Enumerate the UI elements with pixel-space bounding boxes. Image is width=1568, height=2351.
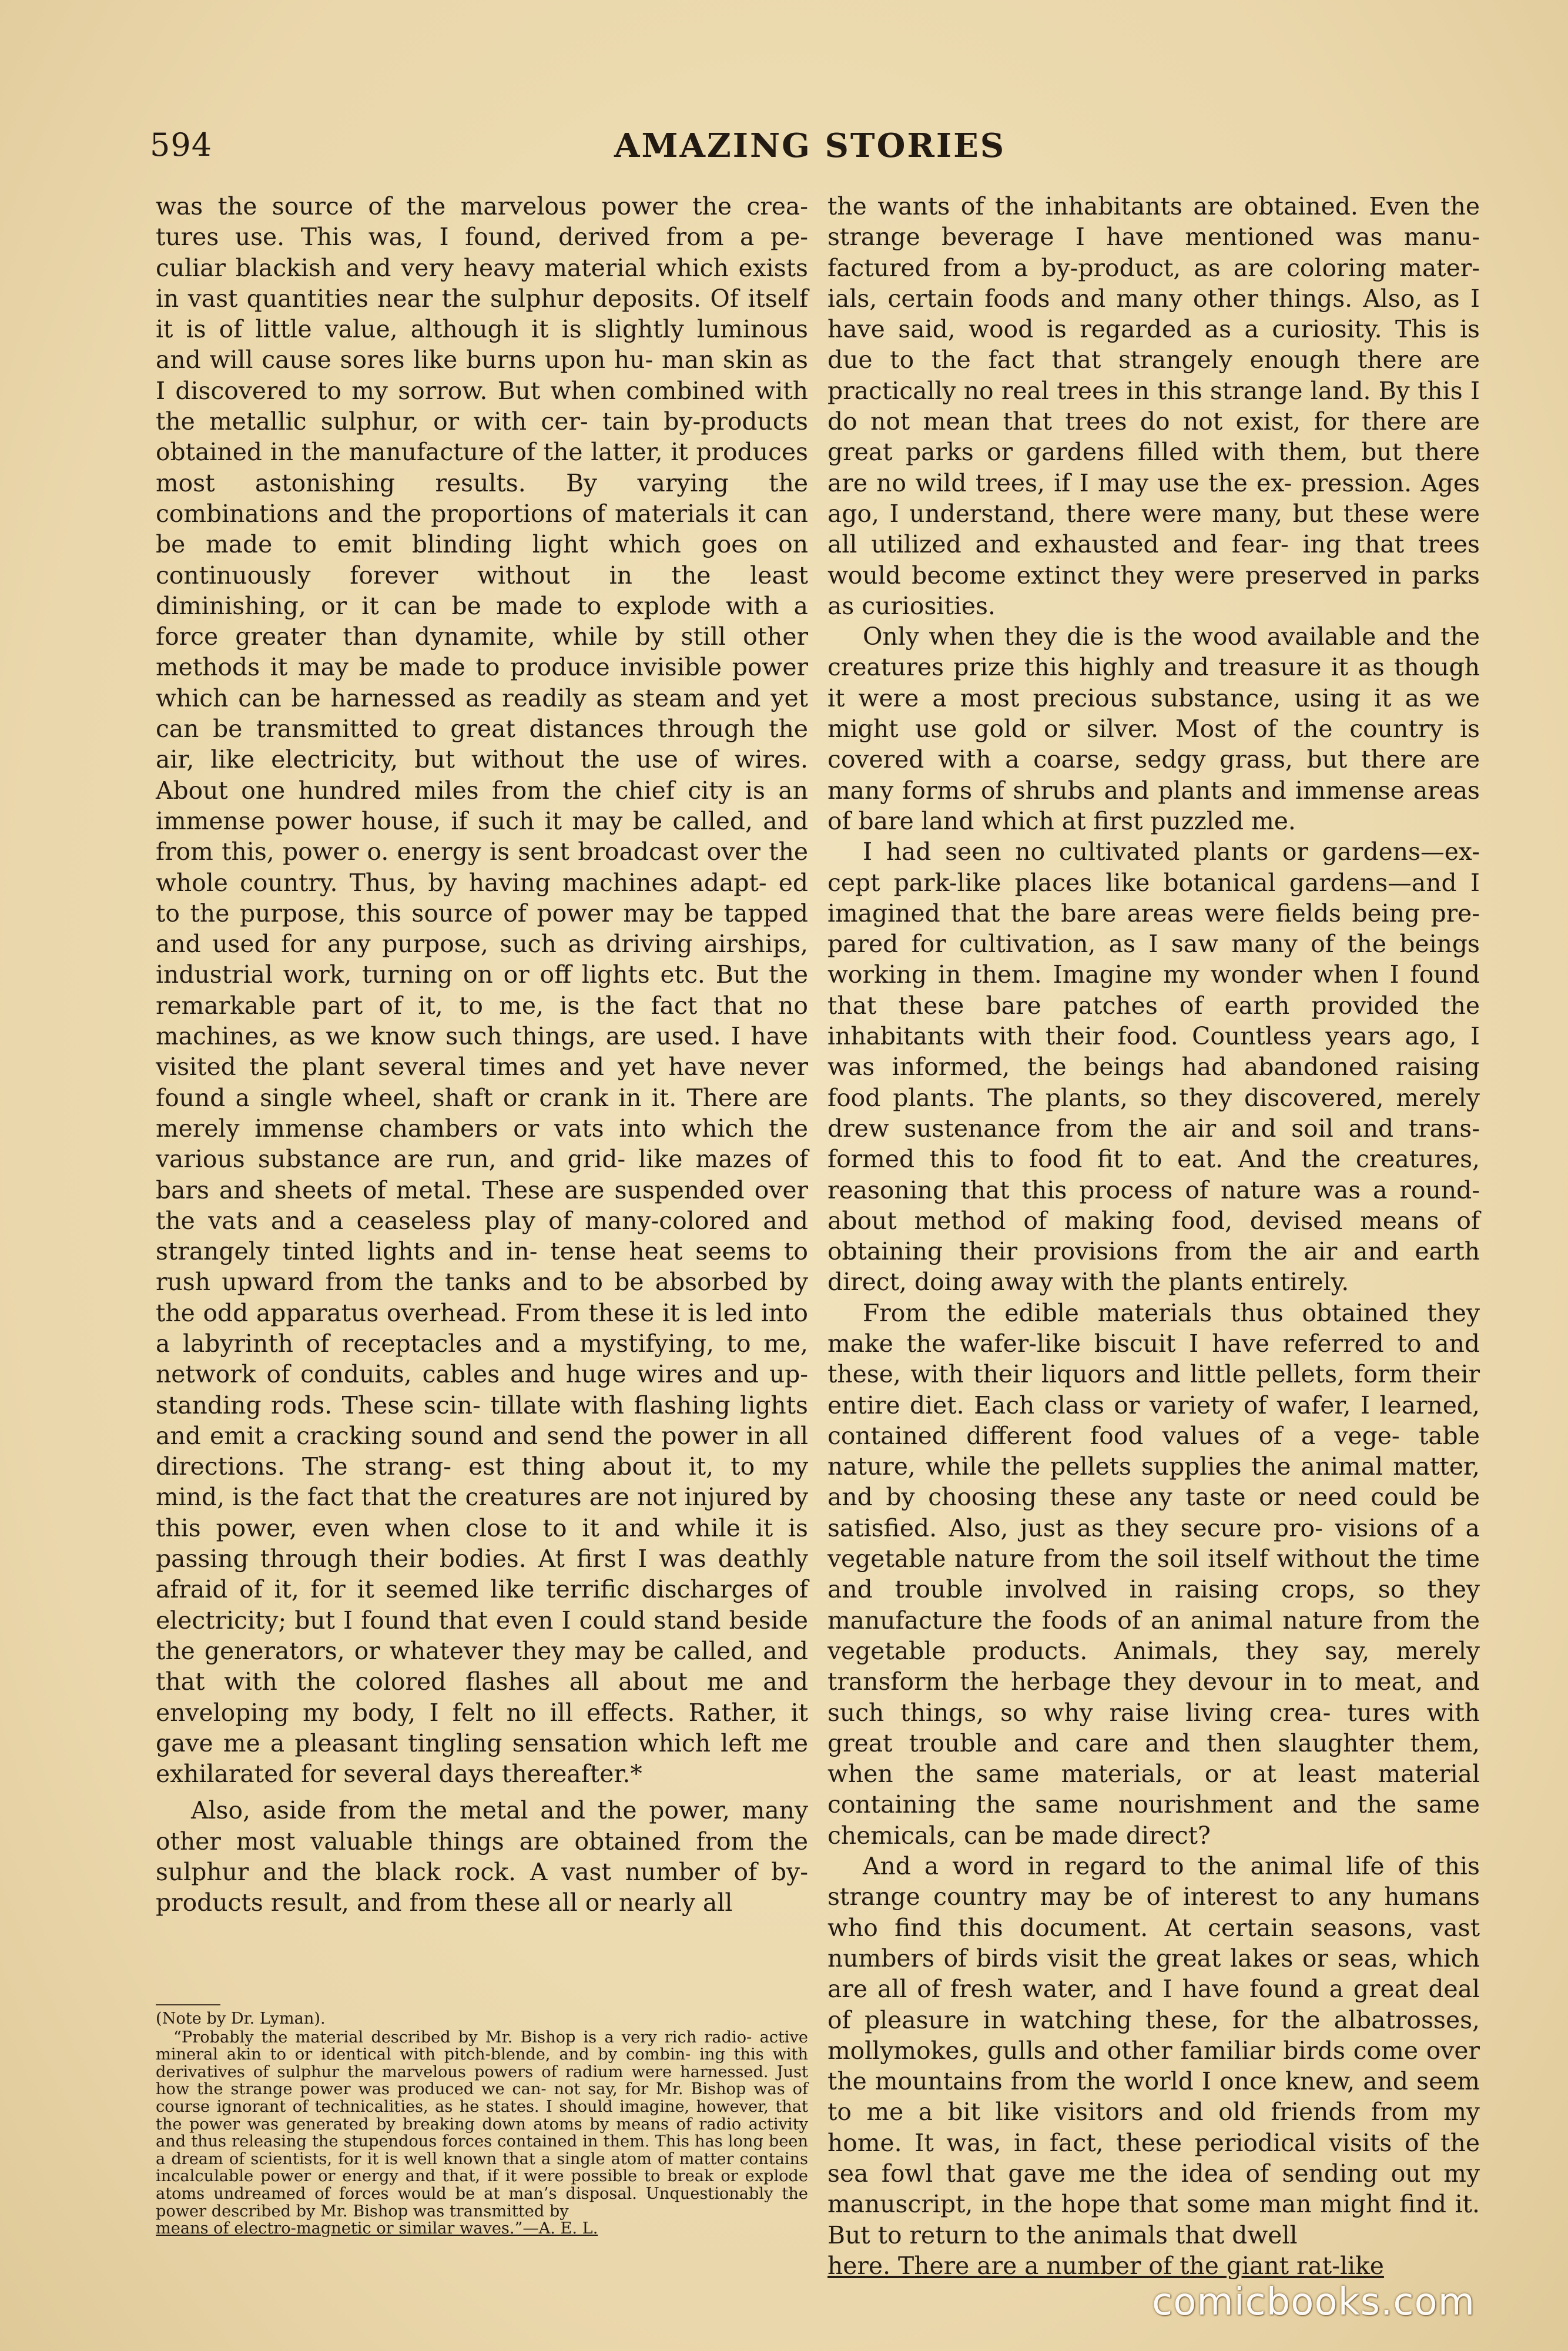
body-paragraph: Also, aside from the metal and the power, many other most valuable things are obtained from the sulphur and the black rock. A vast number of by- products result, and from these all or nearly all <box>156 1796 808 1917</box>
footnote-text: “Probably the material described by Mr. Bishop is a very rich radio- active mineral akin to or identical with pitch-blende, and by combin- ing this with derivatives of sulphur the marvelous powers of radium were harnessed. Just how the strange power was produced we can- not say, for Mr. Bishop was of course ignorant of technicalities, as he states. I should imagine, however, that the power was generated by breaking down atoms by means of radio activity and thus releasing the stupendous forces contained in them. This has long been a dream of scientists, for it is well known that a single atom of matter contains incalculable power or energy and that, if it were possible to break or explode atoms undreamed of forces would be at man’s disposal. Unquestionably the power described by Mr. Bishop was transmitted by <box>156 2028 808 2221</box>
body-paragraph: was the source of the marvelous power the crea- tures use. This was, I found, derived from a pe- culiar blackish and very heavy material which exists in vast quantities near the sulphur deposits. Of itself it is of little value, although it is slightly luminous and will cause sores like burns upon hu- man skin as I discovered to my sorrow. But when combined with the metallic sulphur, or with cer- tain by-products obtained in the manufacture of the latter, it produces most astonishing results. By varying the combinations and the proportions of materials it can be made to emit blinding light which goes on continuously forever without in the least diminishing, or it can be made to explode with a force greater than dynamite, while by still other methods it may be made to produce invisible power which can be harnessed as readily as steam and yet can be transmitted to great distances through the air, like electricity, but without the use of wires. About one hundred miles from the chief city is an immense power house, if such it may be called, and from this, power o. energy is sent broadcast over the whole country. Thus, by having machines adapt- ed to the purpose, this source of power may be tapped and used for any purpose, such as driving airships, industrial work, turning on or off lights etc. But the remarkable part of it, to me, is the fact that no machines, as we know such things, are used. I have visited the plant several times and yet have never found a single wheel, shaft or crank in it. There are merely immense chambers or vats into which the various substance are run, and grid- like mazes of bars and sheets of metal. These are suspended over the vats and a ceaseless play of many-colored and strangely tinted lights and in- tense heat seems to rush upward from the tanks and to be absorbed by the odd apparatus overhead. From these it is led into a labyrinth of receptacles and a mystifying, to me, network of conduits, cables and huge wires and up-standing rods. These scin- tillate with flashing lights and emit a cracking sound and send the power in all directions. The strang- est thing about it, to my mind, is the fact that the creatures are not injured by this power, even when close to it and while it is passing through their bodies. At first I was deathly afraid of it, for it seemed like terrific discharges of electricity; but I found that even I could stand beside the generators, or whatever they may be called, and that with the colored flashes all about me and enveloping my body, I felt no ill effects. Rather, it gave me a pleasant tingling sensation which left me exhilarated for several days thereafter.* <box>156 192 808 1789</box>
footnote <box>156 2010 808 2238</box>
body-paragraph: From the edible materials thus obtained they make the wafer-like biscuit I have referred to and these, with their liquors and little pellets, form their entire diet. Each class or variety of wafer, I learned, contained different food values of a vege- table nature, while the pellets supplies the animal matter, and by choosing these any taste or need could be satisfied. Also, just as they secure pro- visions of a vegetable nature from the soil itself without the time and trouble involved in raising crops, so they manufacture the foods of an animal nature from the vegetable products. Animals, they say, merely transform the herbage they devour in to meat, and such things, so why raise living crea- tures with great trouble and care and then slaughter them, when the same materials, or at least material containing the same nourishment and the same chemicals, can be made direct? <box>827 1298 1480 1850</box>
body-paragraph: And a word in regard to the animal life of this strange country may be of interest to any humans who find this document. At certain seasons, vast numbers of birds visit the great lakes or seas, which are all of fresh water, and I have found a great deal of pleasure in watching these, for the albatrosses, mollymokes, gulls and other familiar birds come over the mountains from the world I once knew, and seem to me a bit like visitors and old friends from my home. It was, in fact, these periodical visits of the sea fowl that gave me the idea of sending out my manuscript, in the hope that some man might find it. But to return to the animals that dwell <box>827 1852 1480 2249</box>
footnote-last-line: means of electro-magnetic or similar waves.”—A. E. L. <box>156 2219 598 2238</box>
site-watermark: comicbooks.com <box>1152 2280 1476 2324</box>
running-title: AMAZING STORIES <box>614 126 1006 165</box>
page-number: 594 <box>150 126 213 163</box>
right-column <box>827 191 1480 2281</box>
body-paragraph: the wants of the inhabitants are obtained. Even the strange beverage I have mentioned was manu- factured from a by-product, as are coloring mater- ials, certain foods and many other things. Also, as I have said, wood is regarded as a curiosity. This is due to the fact that strangely enough there are practically no real trees in this strange land. By this I do not mean that trees do not exist, for there are great parks or gardens filled with them, but there are no wild trees, if I may use the ex- pression. Ages ago, I understand, there were many, but these were all utilized and exhausted and fear- ing that trees would become extinct they were preserved in parks as curiosities. <box>827 192 1480 620</box>
page-header <box>150 126 1493 185</box>
body-last-line: here. There are a number of the giant rat-like <box>827 2251 1384 2280</box>
footnote-heading: (Note by Dr. Lyman). <box>156 2010 326 2028</box>
footnote-divider <box>156 2004 220 2005</box>
left-column <box>156 191 808 1918</box>
body-paragraph: Only when they die is the wood available and the creatures prize this highly and treasure it as though it were a most precious substance, using it as we might use gold or silver. Most of the country is covered with a coarse, sedgy grass, but there are many forms of shrubs and plants and immense areas of bare land which at first puzzled me. <box>827 622 1480 835</box>
body-paragraph: I had seen no cultivated plants or gardens—ex- cept park-like places like botanical gardens—and I imagined that the bare areas were fields being pre- pared for cultivation, as I saw many of the beings working in them. Imagine my wonder when I found that these bare patches of earth provided the inhabitants with their food. Countless years ago, I was informed, the beings had abandoned raising food plants. The plants, so they discovered, merely drew sustenance from the air and soil and trans- formed this to food fit to eat. And the creatures, reasoning that this process of nature was a round- about method of making food, devised means of obtaining their provisions from the air and earth direct, doing away with the plants entirely. <box>827 838 1480 1297</box>
